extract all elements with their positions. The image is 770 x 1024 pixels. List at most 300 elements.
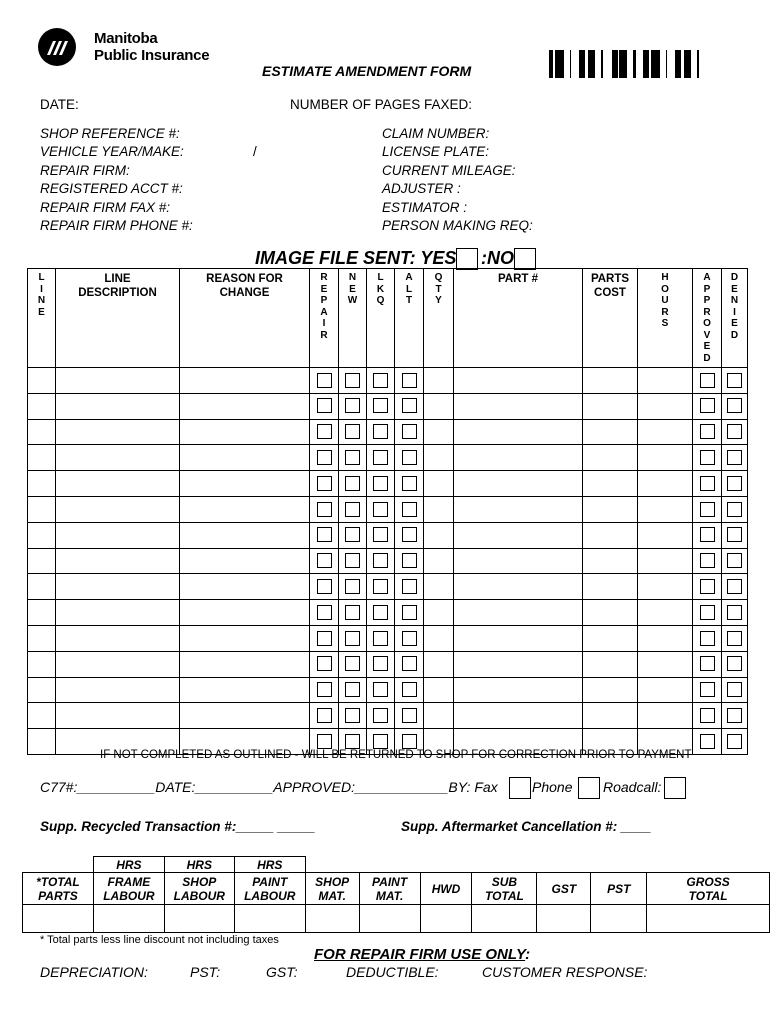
table-cell[interactable] — [583, 496, 638, 522]
table-cell[interactable] — [339, 522, 367, 548]
row-checkbox[interactable] — [373, 398, 388, 413]
table-cell[interactable] — [367, 703, 395, 729]
table-cell[interactable] — [395, 496, 424, 522]
table-cell[interactable] — [722, 496, 748, 522]
row-checkbox[interactable] — [345, 553, 360, 568]
table-cell[interactable] — [56, 445, 180, 471]
table-cell[interactable] — [583, 419, 638, 445]
row-checkbox[interactable] — [727, 553, 742, 568]
table-cell[interactable] — [56, 548, 180, 574]
row-checkbox[interactable] — [345, 527, 360, 542]
table-cell[interactable] — [693, 703, 722, 729]
table-cell[interactable] — [310, 677, 339, 703]
totals-value-cell[interactable] — [23, 905, 94, 933]
table-cell[interactable] — [583, 651, 638, 677]
table-cell[interactable] — [180, 496, 310, 522]
totals-header-text: TOTAL — [484, 888, 524, 903]
table-cell[interactable] — [395, 703, 424, 729]
table-cell[interactable] — [454, 651, 583, 677]
table-cell[interactable] — [395, 368, 424, 394]
table-cell[interactable] — [180, 393, 310, 419]
table-cell[interactable] — [28, 729, 56, 755]
row-checkbox[interactable] — [402, 553, 417, 568]
table-cell[interactable] — [722, 574, 748, 600]
table-cell[interactable] — [693, 445, 722, 471]
table-cell[interactable] — [583, 393, 638, 419]
row-checkbox[interactable] — [317, 398, 332, 413]
table-cell[interactable] — [424, 677, 454, 703]
totals-value-cell[interactable] — [93, 905, 164, 933]
table-cell[interactable] — [693, 419, 722, 445]
row-checkbox[interactable] — [727, 631, 742, 646]
table-cell[interactable] — [28, 677, 56, 703]
row-checkbox[interactable] — [402, 734, 417, 749]
row-checkbox[interactable] — [317, 579, 332, 594]
table-cell[interactable] — [454, 600, 583, 626]
row-checkbox[interactable] — [402, 682, 417, 697]
table-cell[interactable] — [395, 625, 424, 651]
table-cell[interactable] — [693, 548, 722, 574]
row-checkbox[interactable] — [727, 398, 742, 413]
totals-value-cell[interactable] — [164, 905, 234, 933]
row-checkbox[interactable] — [727, 527, 742, 542]
table-cell[interactable] — [454, 574, 583, 600]
col-lkq-header-line-2: Q — [376, 295, 385, 306]
table-cell[interactable] — [367, 419, 395, 445]
table-cell[interactable] — [638, 393, 693, 419]
table-cell[interactable] — [28, 419, 56, 445]
table-cell[interactable] — [28, 574, 56, 600]
table-cell[interactable] — [454, 368, 583, 394]
row-checkbox[interactable] — [700, 708, 715, 723]
table-cell[interactable] — [339, 574, 367, 600]
table-cell[interactable] — [424, 651, 454, 677]
table-cell[interactable] — [693, 625, 722, 651]
row-checkbox[interactable] — [345, 502, 360, 517]
table-cell[interactable] — [583, 703, 638, 729]
table-cell[interactable] — [56, 471, 180, 497]
table-cell[interactable] — [454, 419, 583, 445]
row-checkbox[interactable] — [345, 450, 360, 465]
row-checkbox[interactable] — [373, 605, 388, 620]
table-cell[interactable] — [56, 419, 180, 445]
supp-recycled-label: Supp. Recycled Transaction #:_____ _____ — [40, 819, 316, 834]
table-cell[interactable] — [638, 419, 693, 445]
table-cell[interactable] — [424, 445, 454, 471]
row-checkbox[interactable] — [373, 373, 388, 388]
row-checkbox[interactable] — [373, 450, 388, 465]
row-checkbox[interactable] — [727, 502, 742, 517]
row-checkbox[interactable] — [727, 605, 742, 620]
table-cell[interactable] — [638, 548, 693, 574]
table-cell[interactable] — [28, 471, 56, 497]
table-cell[interactable] — [28, 703, 56, 729]
table-cell[interactable] — [722, 471, 748, 497]
table-cell[interactable] — [339, 419, 367, 445]
row-checkbox[interactable] — [345, 579, 360, 594]
table-cell[interactable] — [367, 574, 395, 600]
table-cell[interactable] — [722, 677, 748, 703]
table-cell[interactable] — [395, 600, 424, 626]
table-cell[interactable] — [339, 677, 367, 703]
table-cell[interactable] — [638, 600, 693, 626]
table-cell[interactable] — [395, 471, 424, 497]
image-file-yes-checkbox[interactable] — [456, 248, 478, 270]
table-cell[interactable] — [722, 600, 748, 626]
table-cell[interactable] — [339, 600, 367, 626]
table-cell[interactable] — [583, 522, 638, 548]
table-cell[interactable] — [693, 677, 722, 703]
table-cell[interactable] — [28, 522, 56, 548]
row-checkbox[interactable] — [700, 656, 715, 671]
table-cell[interactable] — [367, 677, 395, 703]
row-checkbox[interactable] — [317, 656, 332, 671]
table-cell[interactable] — [310, 419, 339, 445]
totals-value-cell[interactable] — [537, 905, 591, 933]
table-cell[interactable] — [583, 625, 638, 651]
row-checkbox[interactable] — [345, 398, 360, 413]
row-checkbox[interactable] — [700, 450, 715, 465]
table-cell[interactable] — [638, 368, 693, 394]
row-checkbox[interactable] — [373, 553, 388, 568]
table-cell[interactable] — [56, 522, 180, 548]
row-checkbox[interactable] — [727, 579, 742, 594]
table-cell[interactable] — [310, 703, 339, 729]
table-cell[interactable] — [180, 445, 310, 471]
row-checkbox[interactable] — [700, 631, 715, 646]
table-cell[interactable] — [367, 625, 395, 651]
mpi-logo-icon — [38, 28, 76, 66]
table-cell[interactable] — [180, 419, 310, 445]
table-cell[interactable] — [180, 677, 310, 703]
row-checkbox[interactable] — [727, 708, 742, 723]
totals-value-cell[interactable] — [305, 905, 359, 933]
row-checkbox[interactable] — [317, 734, 332, 749]
row-checkbox[interactable] — [727, 476, 742, 491]
table-cell[interactable] — [367, 548, 395, 574]
table-cell[interactable] — [339, 703, 367, 729]
table-cell[interactable] — [722, 522, 748, 548]
table-cell[interactable] — [722, 368, 748, 394]
table-cell[interactable] — [638, 496, 693, 522]
row-checkbox[interactable] — [373, 708, 388, 723]
table-cell[interactable] — [310, 651, 339, 677]
totals-value-cell[interactable] — [591, 905, 647, 933]
row-checkbox[interactable] — [317, 708, 332, 723]
table-cell[interactable] — [339, 368, 367, 394]
table-cell[interactable] — [180, 574, 310, 600]
table-cell[interactable] — [367, 651, 395, 677]
row-checkbox[interactable] — [402, 631, 417, 646]
row-checkbox[interactable] — [727, 373, 742, 388]
table-cell[interactable] — [722, 729, 748, 755]
row-checkbox[interactable] — [402, 527, 417, 542]
table-cell[interactable] — [693, 651, 722, 677]
table-cell[interactable] — [722, 651, 748, 677]
table-cell[interactable] — [310, 548, 339, 574]
row-checkbox[interactable] — [402, 579, 417, 594]
table-cell[interactable] — [722, 393, 748, 419]
image-file-no-checkbox[interactable] — [514, 248, 536, 270]
row-checkbox[interactable] — [402, 605, 417, 620]
customer-response-label: CUSTOMER RESPONSE: — [482, 964, 648, 980]
table-cell[interactable] — [310, 368, 339, 394]
row-checkbox[interactable] — [402, 476, 417, 491]
table-cell[interactable] — [424, 496, 454, 522]
table-cell[interactable] — [638, 651, 693, 677]
row-checkbox[interactable] — [317, 605, 332, 620]
table-cell[interactable] — [180, 522, 310, 548]
table-cell[interactable] — [56, 651, 180, 677]
table-cell[interactable] — [310, 574, 339, 600]
table-cell[interactable] — [180, 471, 310, 497]
table-cell[interactable] — [424, 600, 454, 626]
row-checkbox[interactable] — [317, 450, 332, 465]
table-cell[interactable] — [310, 600, 339, 626]
table-cell[interactable] — [28, 600, 56, 626]
col-repair-header-line-0: R — [320, 272, 328, 283]
row-checkbox[interactable] — [317, 476, 332, 491]
row-checkbox[interactable] — [727, 682, 742, 697]
table-cell[interactable] — [56, 393, 180, 419]
table-cell[interactable] — [339, 625, 367, 651]
row-checkbox[interactable] — [373, 682, 388, 697]
table-cell[interactable] — [693, 600, 722, 626]
table-cell[interactable] — [638, 574, 693, 600]
table-cell[interactable] — [180, 368, 310, 394]
row-checkbox[interactable] — [317, 527, 332, 542]
table-cell[interactable] — [367, 496, 395, 522]
row-checkbox[interactable] — [373, 656, 388, 671]
row-checkbox[interactable] — [402, 398, 417, 413]
row-checkbox[interactable] — [700, 553, 715, 568]
table-cell[interactable] — [424, 703, 454, 729]
table-cell[interactable] — [180, 548, 310, 574]
row-checkbox[interactable] — [345, 708, 360, 723]
col-hours-header-line-4: S — [661, 318, 669, 329]
row-checkbox[interactable] — [373, 579, 388, 594]
table-cell[interactable] — [339, 548, 367, 574]
table-cell[interactable] — [56, 368, 180, 394]
table-cell[interactable] — [722, 445, 748, 471]
col-approved-header-line-0: A — [703, 272, 711, 283]
row-checkbox[interactable] — [700, 527, 715, 542]
table-cell[interactable] — [395, 419, 424, 445]
table-cell[interactable] — [367, 471, 395, 497]
table-cell[interactable] — [28, 393, 56, 419]
table-cell[interactable] — [395, 574, 424, 600]
row-checkbox[interactable] — [727, 734, 742, 749]
table-cell[interactable] — [180, 651, 310, 677]
table-cell[interactable] — [310, 625, 339, 651]
table-cell[interactable] — [180, 703, 310, 729]
row-checkbox[interactable] — [373, 476, 388, 491]
table-cell[interactable] — [583, 600, 638, 626]
table-cell[interactable] — [722, 625, 748, 651]
row-checkbox[interactable] — [700, 734, 715, 749]
table-cell[interactable] — [424, 625, 454, 651]
row-checkbox[interactable] — [345, 476, 360, 491]
table-cell[interactable] — [583, 574, 638, 600]
table-cell[interactable] — [339, 471, 367, 497]
table-cell[interactable] — [310, 445, 339, 471]
row-checkbox[interactable] — [700, 579, 715, 594]
table-cell[interactable] — [395, 522, 424, 548]
row-checkbox[interactable] — [317, 682, 332, 697]
table-cell[interactable] — [722, 703, 748, 729]
table-cell[interactable] — [583, 445, 638, 471]
by-phone-checkbox[interactable] — [578, 777, 600, 799]
table-cell[interactable] — [454, 703, 583, 729]
row-checkbox[interactable] — [700, 502, 715, 517]
table-cell[interactable] — [28, 625, 56, 651]
table-cell[interactable] — [424, 419, 454, 445]
table-cell[interactable] — [56, 703, 180, 729]
row-checkbox[interactable] — [317, 553, 332, 568]
row-checkbox[interactable] — [402, 708, 417, 723]
totals-value-cell[interactable] — [359, 905, 420, 933]
row-checkbox[interactable] — [700, 398, 715, 413]
table-cell[interactable] — [424, 522, 454, 548]
table-cell[interactable] — [310, 393, 339, 419]
table-cell[interactable] — [454, 496, 583, 522]
row-checkbox[interactable] — [317, 631, 332, 646]
table-cell[interactable] — [693, 522, 722, 548]
totals-value-cell[interactable] — [420, 905, 472, 933]
row-checkbox[interactable] — [402, 373, 417, 388]
table-cell[interactable] — [339, 393, 367, 419]
table-cell[interactable] — [454, 471, 583, 497]
row-checkbox[interactable] — [373, 502, 388, 517]
table-cell[interactable] — [339, 651, 367, 677]
table-cell[interactable] — [395, 651, 424, 677]
table-cell[interactable] — [56, 600, 180, 626]
table-cell[interactable] — [56, 496, 180, 522]
table-cell[interactable] — [28, 651, 56, 677]
table-cell[interactable] — [583, 548, 638, 574]
row-checkbox[interactable] — [345, 631, 360, 646]
table-cell[interactable] — [395, 393, 424, 419]
table-cell[interactable] — [367, 393, 395, 419]
totals-value-cell[interactable] — [234, 905, 305, 933]
table-cell[interactable] — [693, 471, 722, 497]
table-cell[interactable] — [28, 548, 56, 574]
roadcall-checkbox[interactable] — [664, 777, 686, 799]
table-cell[interactable] — [56, 677, 180, 703]
table-cell[interactable] — [339, 496, 367, 522]
totals-value-cell[interactable] — [647, 905, 770, 933]
table-cell[interactable] — [367, 368, 395, 394]
table-cell[interactable] — [180, 625, 310, 651]
row-checkbox[interactable] — [402, 450, 417, 465]
row-checkbox[interactable] — [727, 450, 742, 465]
table-cell[interactable] — [638, 445, 693, 471]
table-cell[interactable] — [395, 677, 424, 703]
table-cell[interactable] — [367, 522, 395, 548]
table-cell[interactable] — [28, 496, 56, 522]
table-cell[interactable] — [56, 574, 180, 600]
table-cell[interactable] — [424, 368, 454, 394]
by-fax-checkbox[interactable] — [509, 777, 531, 799]
table-cell[interactable] — [310, 496, 339, 522]
table-cell[interactable] — [693, 496, 722, 522]
table-cell[interactable] — [454, 677, 583, 703]
table-cell[interactable] — [454, 393, 583, 419]
table-cell[interactable] — [395, 548, 424, 574]
row-checkbox[interactable] — [727, 656, 742, 671]
row-checkbox[interactable] — [373, 734, 388, 749]
table-cell[interactable] — [454, 548, 583, 574]
row-checkbox[interactable] — [373, 631, 388, 646]
table-cell[interactable] — [693, 729, 722, 755]
table-cell[interactable] — [583, 368, 638, 394]
table-cell[interactable] — [583, 471, 638, 497]
table-cell[interactable] — [693, 574, 722, 600]
row-checkbox[interactable] — [317, 502, 332, 517]
table-cell[interactable] — [424, 471, 454, 497]
table-cell[interactable] — [395, 445, 424, 471]
row-checkbox[interactable] — [700, 424, 715, 439]
table-cell[interactable] — [339, 445, 367, 471]
table-cell[interactable] — [638, 625, 693, 651]
row-checkbox[interactable] — [727, 424, 742, 439]
table-cell[interactable] — [454, 522, 583, 548]
table-cell[interactable] — [28, 368, 56, 394]
row-checkbox[interactable] — [373, 527, 388, 542]
row-checkbox[interactable] — [700, 605, 715, 620]
table-cell[interactable] — [722, 548, 748, 574]
row-checkbox[interactable] — [345, 682, 360, 697]
table-cell[interactable] — [180, 600, 310, 626]
table-cell[interactable] — [310, 522, 339, 548]
row-checkbox[interactable] — [402, 424, 417, 439]
table-cell[interactable] — [454, 625, 583, 651]
table-cell[interactable] — [693, 368, 722, 394]
table-cell[interactable] — [367, 445, 395, 471]
row-checkbox[interactable] — [700, 373, 715, 388]
barcode-bar — [657, 50, 660, 78]
table-cell[interactable] — [367, 600, 395, 626]
table-cell[interactable] — [424, 574, 454, 600]
row-checkbox[interactable] — [402, 656, 417, 671]
row-checkbox[interactable] — [345, 373, 360, 388]
row-checkbox[interactable] — [345, 656, 360, 671]
table-cell[interactable] — [638, 471, 693, 497]
row-checkbox[interactable] — [317, 373, 332, 388]
table-cell[interactable] — [638, 522, 693, 548]
table-cell[interactable] — [28, 445, 56, 471]
totals-value-cell[interactable] — [472, 905, 537, 933]
table-cell[interactable] — [693, 393, 722, 419]
row-checkbox[interactable] — [345, 424, 360, 439]
table-cell[interactable] — [310, 471, 339, 497]
table-cell[interactable] — [722, 419, 748, 445]
table-cell[interactable] — [454, 445, 583, 471]
table-cell[interactable] — [638, 703, 693, 729]
row-checkbox[interactable] — [345, 734, 360, 749]
row-checkbox[interactable] — [317, 424, 332, 439]
table-cell[interactable] — [583, 677, 638, 703]
row-checkbox[interactable] — [700, 476, 715, 491]
table-cell[interactable] — [424, 548, 454, 574]
row-checkbox[interactable] — [700, 682, 715, 697]
table-cell[interactable] — [638, 677, 693, 703]
table-cell[interactable] — [424, 393, 454, 419]
row-checkbox[interactable] — [402, 502, 417, 517]
row-checkbox[interactable] — [373, 424, 388, 439]
table-cell[interactable] — [56, 625, 180, 651]
row-checkbox[interactable] — [345, 605, 360, 620]
